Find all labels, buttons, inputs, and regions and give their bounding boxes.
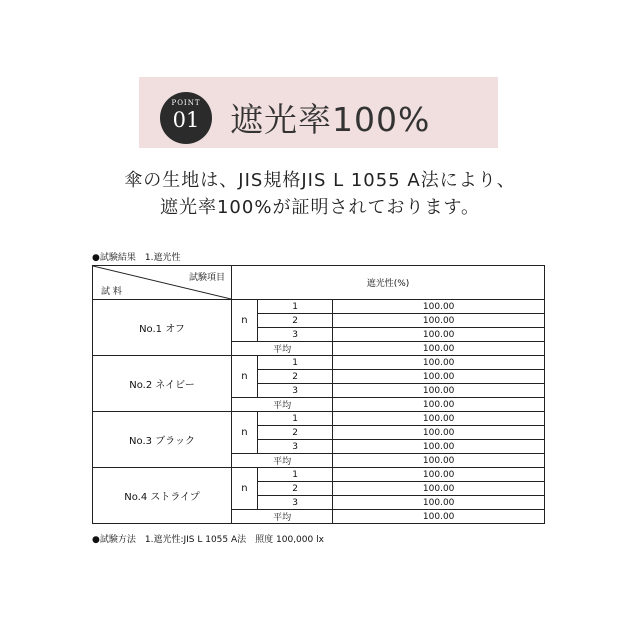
shading-value: 100.00 bbox=[333, 426, 545, 440]
shading-value: 100.00 bbox=[333, 496, 545, 510]
table-row bbox=[93, 468, 545, 482]
trial-number: 1 bbox=[257, 300, 332, 314]
trial-number: 3 bbox=[257, 440, 332, 454]
trial-number: 2 bbox=[257, 426, 332, 440]
average-value: 100.00 bbox=[333, 454, 545, 468]
sample-name: No.2 ネイビー bbox=[93, 356, 232, 412]
shading-value: 100.00 bbox=[333, 384, 545, 398]
shading-value: 100.00 bbox=[333, 328, 545, 342]
n-label: n bbox=[232, 468, 258, 510]
trial-number: 3 bbox=[257, 496, 332, 510]
shading-value: 100.00 bbox=[333, 468, 545, 482]
lead-line-1: 傘の生地は、JIS規格JIS L 1055 A法により、 bbox=[124, 170, 516, 191]
result-heading: ●試験結果 1.遮光性 bbox=[92, 253, 181, 263]
shading-value: 100.00 bbox=[333, 356, 545, 370]
table-row bbox=[93, 356, 545, 370]
lead-line-2: 遮光率100%が証明されております。 bbox=[159, 197, 481, 218]
badge-label: POINT bbox=[171, 99, 201, 107]
trial-number: 1 bbox=[257, 412, 332, 426]
point-badge bbox=[160, 92, 212, 144]
results-table bbox=[92, 265, 545, 524]
trial-number: 3 bbox=[257, 328, 332, 342]
corner-bottom-label: 試 料 bbox=[101, 287, 122, 297]
average-value: 100.00 bbox=[333, 342, 545, 356]
sample-name: No.4 ストライプ bbox=[93, 468, 232, 524]
trial-number: 1 bbox=[257, 356, 332, 370]
trial-number: 1 bbox=[257, 468, 332, 482]
trial-number: 2 bbox=[257, 314, 332, 328]
average-label: 平均 bbox=[232, 342, 333, 356]
shading-value: 100.00 bbox=[333, 314, 545, 328]
average-value: 100.00 bbox=[333, 510, 545, 524]
table-row bbox=[93, 412, 545, 426]
average-label: 平均 bbox=[232, 398, 333, 412]
sample-name: No.3 ブラック bbox=[93, 412, 232, 468]
average-label: 平均 bbox=[232, 510, 333, 524]
n-label: n bbox=[232, 356, 258, 398]
shading-value: 100.00 bbox=[333, 300, 545, 314]
trial-number: 2 bbox=[257, 482, 332, 496]
table-row bbox=[93, 300, 545, 314]
banner-title: 遮光率100% bbox=[230, 100, 431, 139]
column-header: 遮光性(%) bbox=[232, 266, 545, 300]
shading-value: 100.00 bbox=[333, 412, 545, 426]
n-label: n bbox=[232, 412, 258, 454]
average-label: 平均 bbox=[232, 454, 333, 468]
method-note: ●試験方法 1.遮光性:JIS L 1055 A法 照度 100,000 lx bbox=[92, 535, 324, 545]
shading-value: 100.00 bbox=[333, 482, 545, 496]
average-value: 100.00 bbox=[333, 398, 545, 412]
trial-number: 3 bbox=[257, 384, 332, 398]
n-label: n bbox=[232, 300, 258, 342]
corner-cell bbox=[93, 266, 232, 300]
trial-number: 2 bbox=[257, 370, 332, 384]
shading-value: 100.00 bbox=[333, 370, 545, 384]
sample-name: No.1 オフ bbox=[93, 300, 232, 356]
badge-number: 01 bbox=[172, 108, 200, 132]
corner-top-label: 試験項目 bbox=[188, 273, 225, 283]
shading-value: 100.00 bbox=[333, 440, 545, 454]
